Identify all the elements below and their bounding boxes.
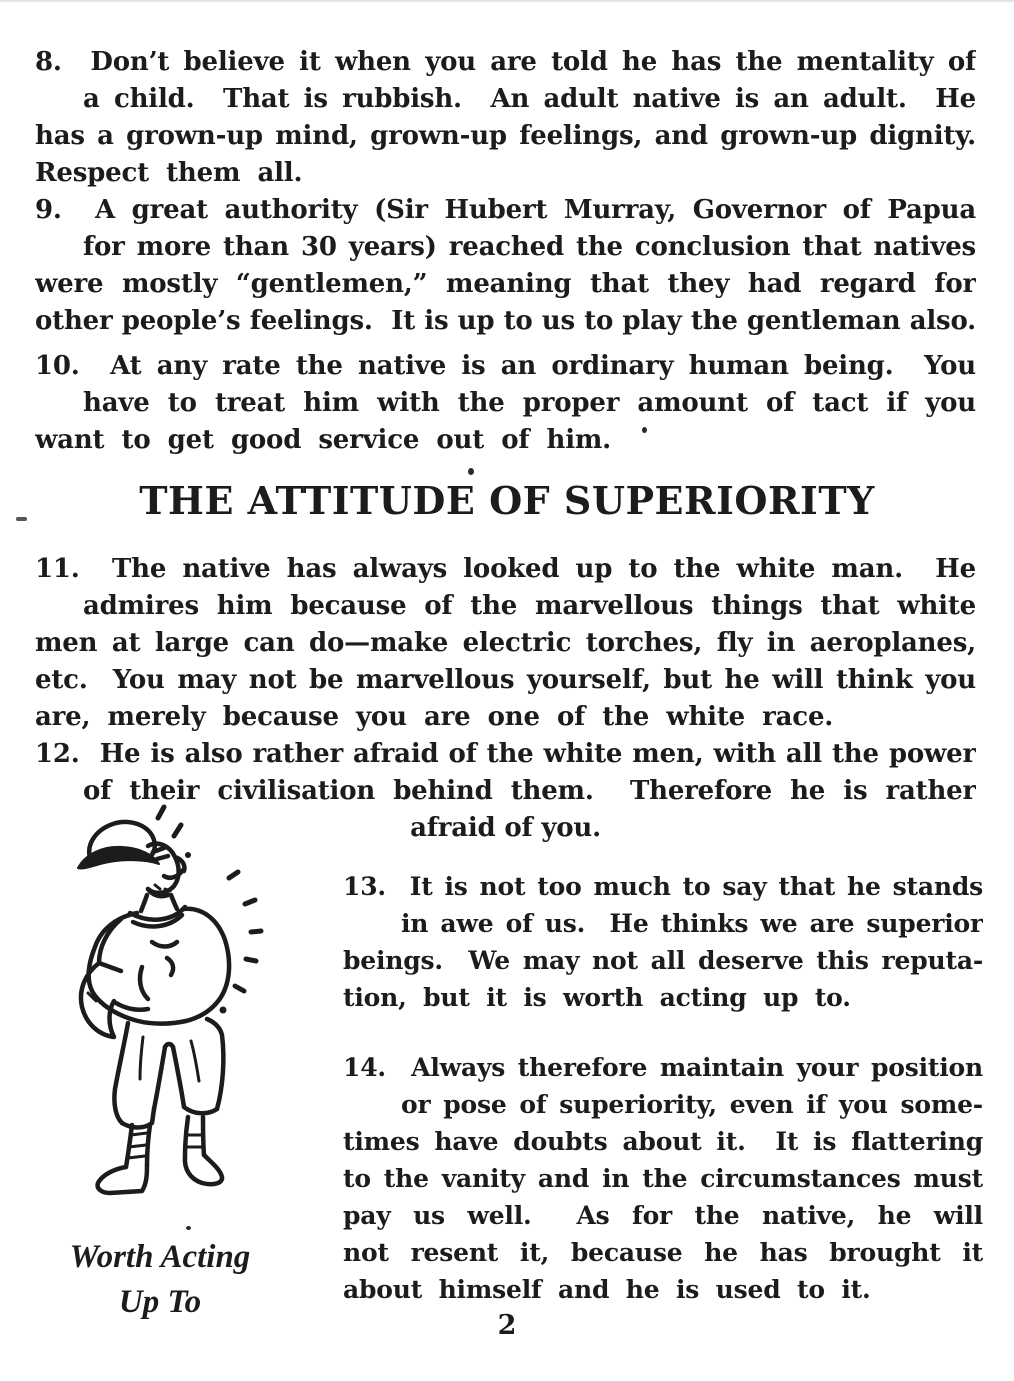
text-line: not resent it, because he has brought it: [343, 1238, 983, 1267]
text-line: 12. He is also rather afraid of the white men, with all the power: [35, 739, 976, 769]
text-line: 9. A great authority (Sir Hubert Murray, Governor of Papua: [35, 195, 976, 225]
text-line: etc. You may not be marvellous yourself, but he will think you: [35, 665, 976, 695]
text-line: in awe of us. He thinks we are superior: [401, 909, 983, 938]
text-line: beings. We may not all deserve this reputa-: [343, 946, 983, 975]
text-line: have to treat him with the proper amount of tact if you: [83, 388, 976, 418]
proud-man-drawing: [26, 796, 326, 1236]
text-line: admires him because of the marvellous things that white: [83, 591, 976, 621]
text-line: a child. That is rubbish. An adult native is an adult. He: [83, 84, 976, 114]
paragraph-9: [35, 192, 976, 340]
text-line: or pose of superiority, even if you some-: [401, 1090, 983, 1119]
proud-man-illustration: [26, 796, 326, 1236]
text-line: 14. Always therefore maintain your position: [343, 1053, 983, 1082]
text-line: about himself and he is used to it.: [343, 1275, 871, 1304]
text-line: times have doubts about it. It is flattering: [343, 1127, 983, 1156]
text-line: want to get good service out of him.: [35, 425, 612, 455]
paragraph-11: [35, 551, 976, 736]
text-line: afraid of you.: [410, 813, 601, 843]
scan-artifact-dot: [642, 427, 647, 433]
text-line: men at large can do—make electric torches, fly in aeroplanes,: [35, 628, 976, 658]
text-line: other people’s feelings. It is up to us to play the gentleman also.: [35, 306, 976, 336]
text-line: of their civilisation behind them. Therefore he is rather: [83, 776, 976, 806]
text-line: Respect them all.: [35, 158, 303, 188]
scan-artifact-dot: [186, 1226, 191, 1230]
page-number: 2: [497, 1310, 517, 1341]
section-heading: THE ATTITUDE OF SUPERIORITY: [139, 478, 875, 523]
text-line: has a grown-up mind, grown-up feelings, and grown-up dignity.: [35, 121, 976, 151]
text-line: 11. The native has always looked up to the white man. He: [35, 554, 976, 584]
text-line: pay us well. As for the native, he will: [343, 1201, 983, 1230]
paragraph-8: [35, 44, 976, 192]
caption-line-1: Worth Acting: [69, 1239, 251, 1275]
text-line: to the vanity and in the circumstances must: [343, 1164, 983, 1193]
text-line: were mostly “gentlemen,” meaning that they had regard for: [35, 269, 976, 299]
text-line: 10. At any rate the native is an ordinary human being. You: [35, 351, 976, 381]
scan-artifact-dot: [468, 468, 474, 475]
caption-line-2: Up To: [118, 1284, 202, 1320]
paragraph-10: [35, 348, 976, 459]
paragraph-13: [343, 868, 983, 1016]
text-line: 8. Don’t believe it when you are told he has the mentality of: [35, 47, 976, 77]
text-line: for more than 30 years) reached the conclusion that natives: [83, 232, 976, 262]
scan-artifact-dash: [16, 517, 27, 521]
emphasis-marks: [158, 807, 261, 1014]
text-line: are, merely because you are one of the white race.: [35, 702, 834, 732]
paragraph-14: [343, 1049, 983, 1308]
text-line: 13. It is not too much to say that he stands: [343, 872, 983, 901]
text-line: tion, but it is worth acting up to.: [343, 983, 851, 1012]
scan-edge-shadow: [0, 0, 1014, 3]
